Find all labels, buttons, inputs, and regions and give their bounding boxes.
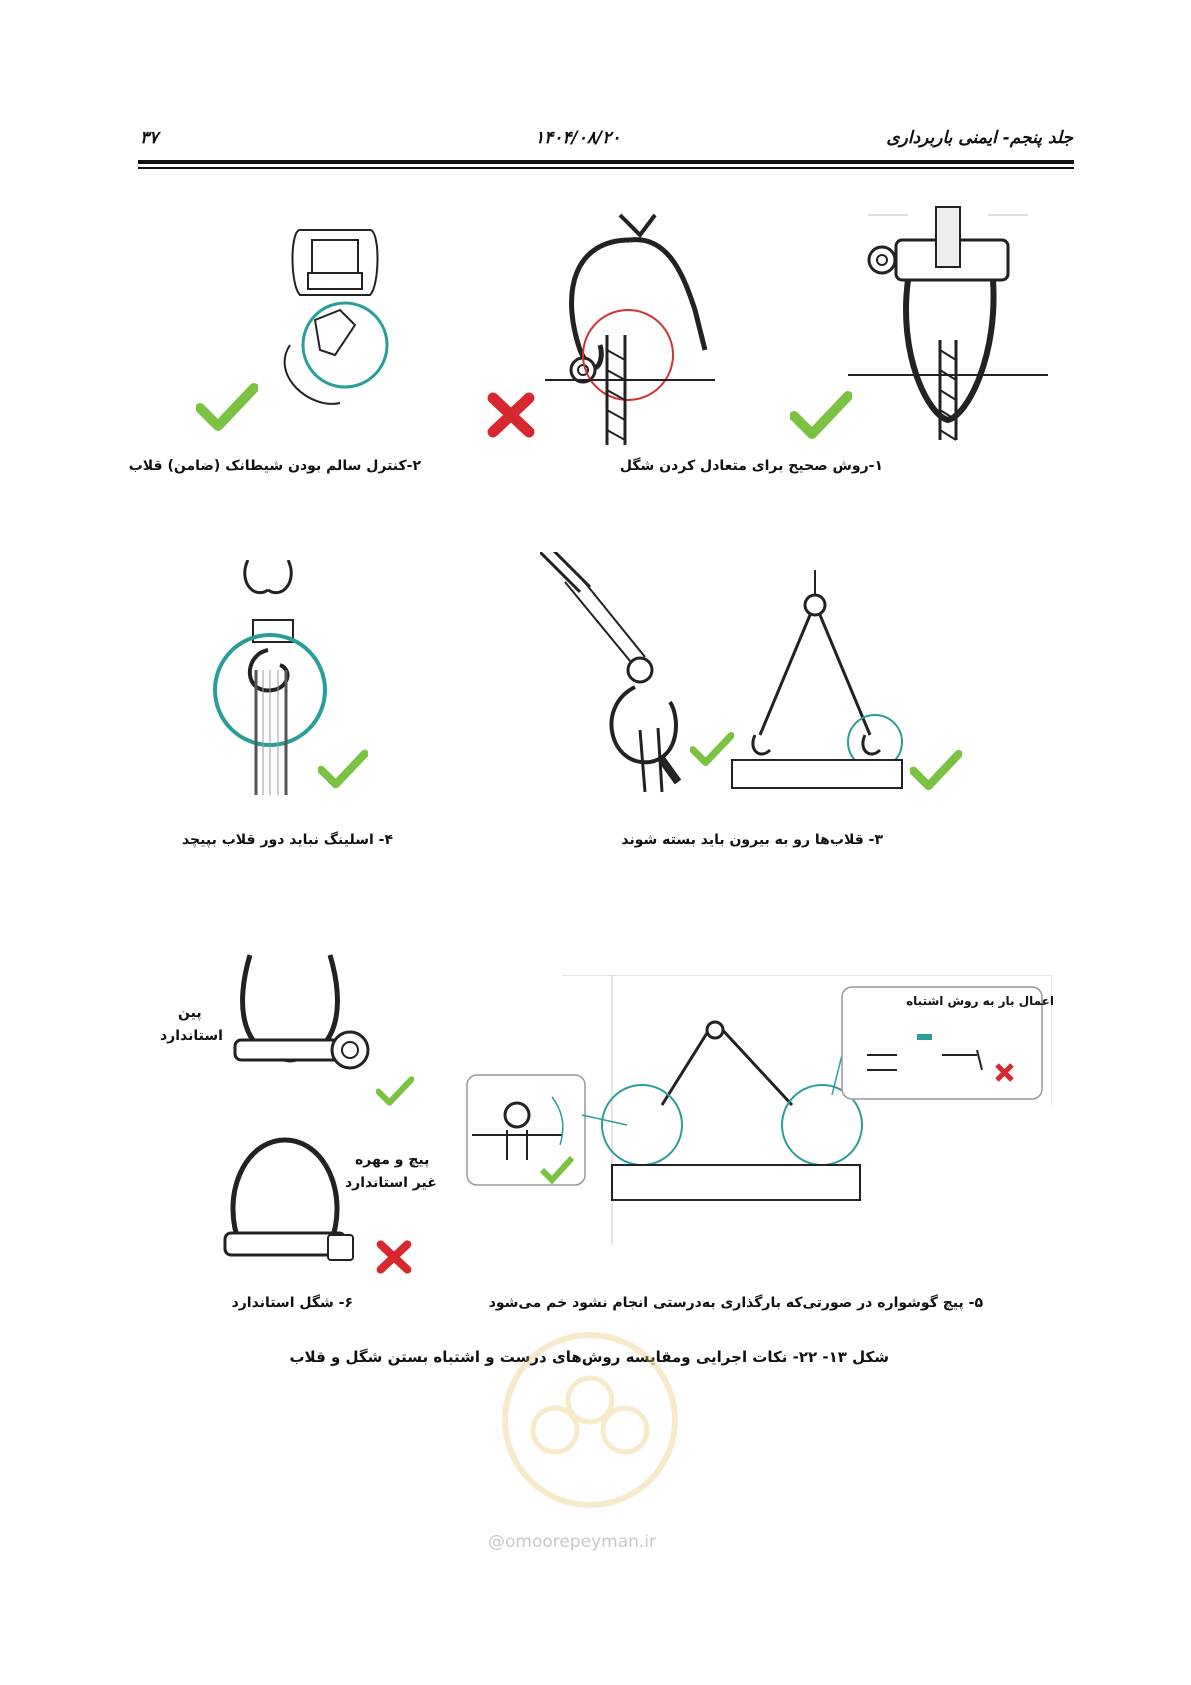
header-title: جلد پنجم- ایمنی باربرداری [886,128,1073,148]
check-icon [910,748,962,792]
check-icon [376,1075,414,1107]
shackle-correct-illustration [848,205,1048,445]
hook-latch-illustration [280,225,400,415]
cross-icon [376,1240,412,1274]
caption-2: ۲-کنترل سالم بودن شیطانک (ضامن) قلاب [128,458,421,474]
two-leg-sling-illustration [730,570,905,795]
caption-3: ۳- قلاب‌ها رو به بیرون باید بسته شوند [621,832,883,848]
check-icon [690,730,734,768]
label-wrong-load: اعمال بار به روش اشتباه [906,994,1054,1008]
label-bolt-nut-1: پیچ و مهره [355,1152,430,1168]
check-icon [318,748,368,790]
watermark-text: @omoorepeyman.ir [488,1532,657,1552]
hook-outward-illustration [540,552,700,802]
label-pin-standard-2: استاندارد [160,1028,223,1044]
label-bolt-nut-2: غیر استاندارد [345,1175,437,1191]
watermark-logo [470,1320,710,1520]
standard-shackle-illustration [215,945,385,1075]
header-date: ۱۴۰۴/۰۸/۲۰ [535,128,621,148]
figure-title: شکل ۱۳- ۲۲- نکات اجرایی ومقایسه روش‌های درست و اشتباه بستن شگل و قلاب [289,1348,889,1366]
caption-5: ۵- پیچ گوشواره در صورتی‌که بارگذاری به‌درستی انجام نشود خم می‌شود [488,1295,983,1311]
header-rule-thin [138,167,1074,169]
caption-6: ۶- شگل استاندارد [231,1295,353,1311]
check-icon [196,382,258,432]
shackle-wrong-illustration [545,210,715,450]
cross-icon [487,392,535,438]
label-pin-standard-1: پین [178,1005,202,1021]
caption-4: ۴- اسلینگ نباید دور قلاب بپیچد [181,832,393,848]
check-icon [790,390,852,440]
caption-1: ۱-روش صحیح برای متعادل کردن شگل [619,458,883,474]
nonstandard-shackle-illustration [210,1125,380,1270]
page-number: ۳۷ [140,128,159,148]
eye-bolt-illustration [462,975,1052,1245]
header-rule [138,160,1074,164]
